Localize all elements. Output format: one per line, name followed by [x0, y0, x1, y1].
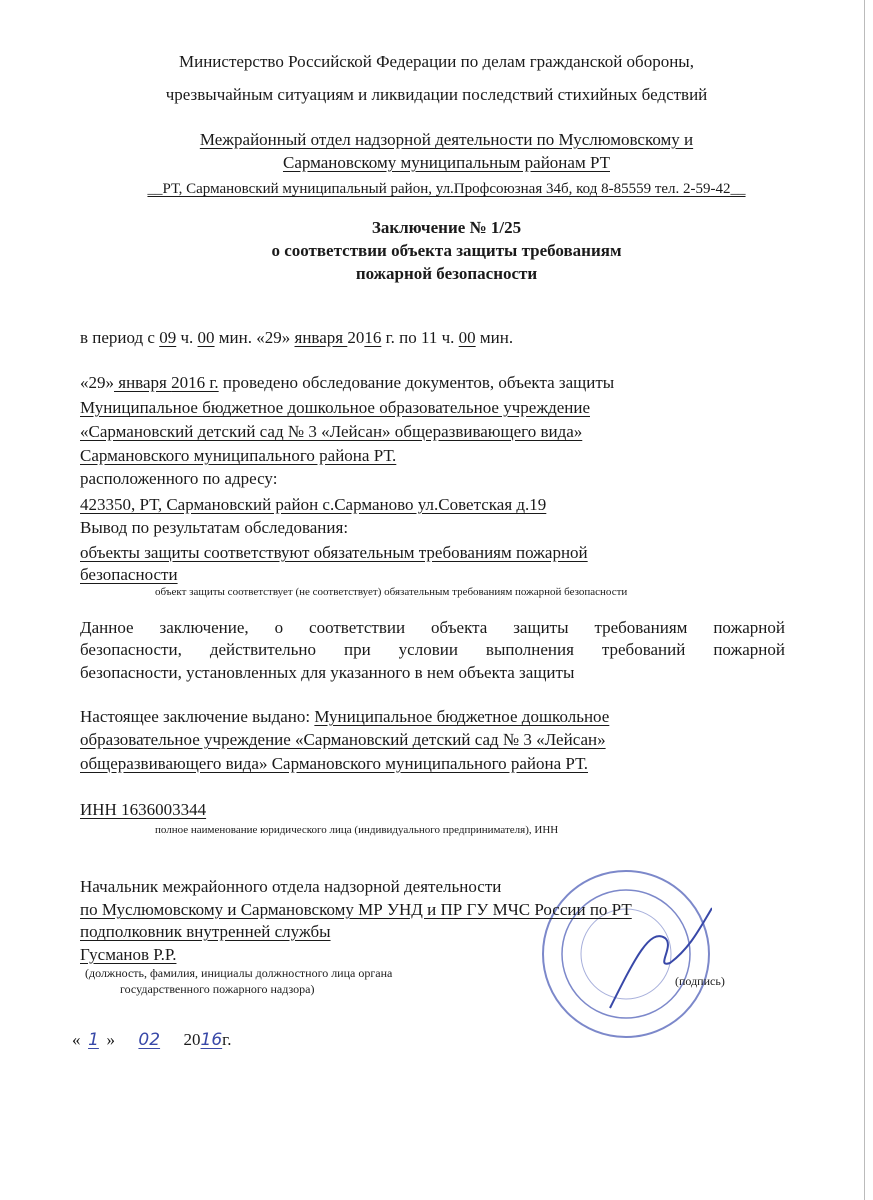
minute-to: 00 — [458, 328, 476, 347]
year: 16 — [364, 328, 382, 347]
issue-date — [72, 1029, 231, 1051]
text: ч. — [176, 328, 198, 347]
issued-line-1 — [80, 706, 609, 728]
date-month: января — [114, 373, 172, 392]
ministry-line-1: Министерство Российской Федерации по делам гражданской обороны, — [179, 52, 694, 71]
date-day: 1 — [88, 1030, 99, 1050]
conclusion-text-2: безопасности — [80, 565, 178, 584]
object-name-3: Сармановского муниципального района РТ. — [80, 446, 397, 465]
object-name-2: «Сармановский детский сад № 3 «Лейсан» общеразвивающего вида» — [80, 422, 583, 441]
ministry-line-2: чрезвычайным ситуациям и ликвидации последствий стихийных бедствий — [165, 85, 708, 104]
issued-line-2: образовательное учреждение «Сармановский детский сад № 3 «Лейсан» — [80, 730, 606, 749]
signer-caption-1: (должность, фамилия, инициалы должностного лица органа — [85, 966, 393, 980]
department-line-1: Межрайонный отдел надзорной деятельности по Муслюмовскому и — [199, 130, 694, 149]
text: 20 — [179, 1030, 201, 1049]
inn: ИНН 1636003344 — [80, 800, 207, 819]
issued-line-3: общеразвивающего вида» Сармановского муниципального района РТ. — [80, 754, 589, 773]
month: января — [294, 328, 348, 347]
inspection-period — [80, 327, 513, 349]
hour-from: 09 — [159, 328, 177, 347]
object-address: 423350, РТ, Сармановский район с.Сарманово ул.Советская д.19 — [80, 495, 547, 514]
signature-caption: (подпись) — [675, 974, 725, 988]
signer-position-1: Начальник межрайонного отдела надзорной деятельности — [80, 877, 502, 896]
signer-caption-2: государственного пожарного надзора) — [120, 982, 315, 996]
conclusion-label: Вывод по результатам обследования: — [80, 518, 349, 537]
text: г. — [222, 1030, 232, 1049]
date-year: 16 — [200, 1030, 223, 1050]
text: » — [106, 1030, 120, 1049]
minute-from: 00 — [197, 328, 215, 347]
text: в период с — [80, 328, 160, 347]
inspection-date-line — [80, 372, 614, 394]
date-year: 2016 г. — [171, 373, 219, 392]
issued-label: Настоящее заключение выдано: — [80, 707, 315, 726]
text: проведено обследование документов, объекта защиты — [218, 373, 615, 392]
issued-to: Муниципальное бюджетное дошкольное — [314, 707, 610, 726]
validity-line-2: безопасности, действительно при условии выполнения требований пожарной — [80, 640, 785, 659]
official-stamp — [540, 868, 712, 1040]
signer-name: Гусманов Р.Р. — [80, 945, 177, 964]
signer-position-2: по Муслюмовскому и Сармановскому МР УНД и ПР ГУ МЧС России по РТ — [80, 900, 632, 919]
department-address: __РТ, Сармановский муниципальный район, ул.Профсоюзная 34б, код 8-85559 тел. 2-59-42__ — [147, 181, 746, 197]
date-month: 02 — [138, 1030, 161, 1050]
document-subtitle-1: о соответствии объекта защиты требованиям — [271, 241, 622, 260]
conclusion-text-1: объекты защиты соответствуют обязательным требованиям пожарной — [80, 543, 588, 562]
text: 20 — [347, 328, 365, 347]
located-label: расположенного по адресу: — [80, 469, 278, 488]
text: мин. «29» — [214, 328, 295, 347]
text: « — [72, 1030, 81, 1049]
text: мин. — [475, 328, 514, 347]
document-subtitle-2: пожарной безопасности — [355, 264, 538, 283]
department-line-2: Сармановскому муниципальным районам РТ — [282, 153, 610, 172]
validity-line-3: безопасности, установленных для указанного в нем объекта защиты — [80, 663, 575, 682]
conclusion-caption: объект защиты соответствует (не соответствует) обязательным требованиям пожарной безопасности — [155, 586, 628, 598]
date-day: «29» — [80, 373, 114, 392]
object-name-1: Муниципальное бюджетное дошкольное образовательное учреждение — [80, 398, 590, 417]
signer-rank: подполковник внутренней службы — [80, 922, 331, 941]
text: г. по 11 ч. — [381, 328, 459, 347]
inn-caption: полное наименование юридического лица (индивидуального предпринимателя), ИНН — [155, 824, 559, 836]
validity-line-1: Данное заключение, о соответствии объекта защиты требованиям пожарной — [80, 618, 785, 637]
document-title: Заключение № 1/25 — [371, 218, 522, 237]
